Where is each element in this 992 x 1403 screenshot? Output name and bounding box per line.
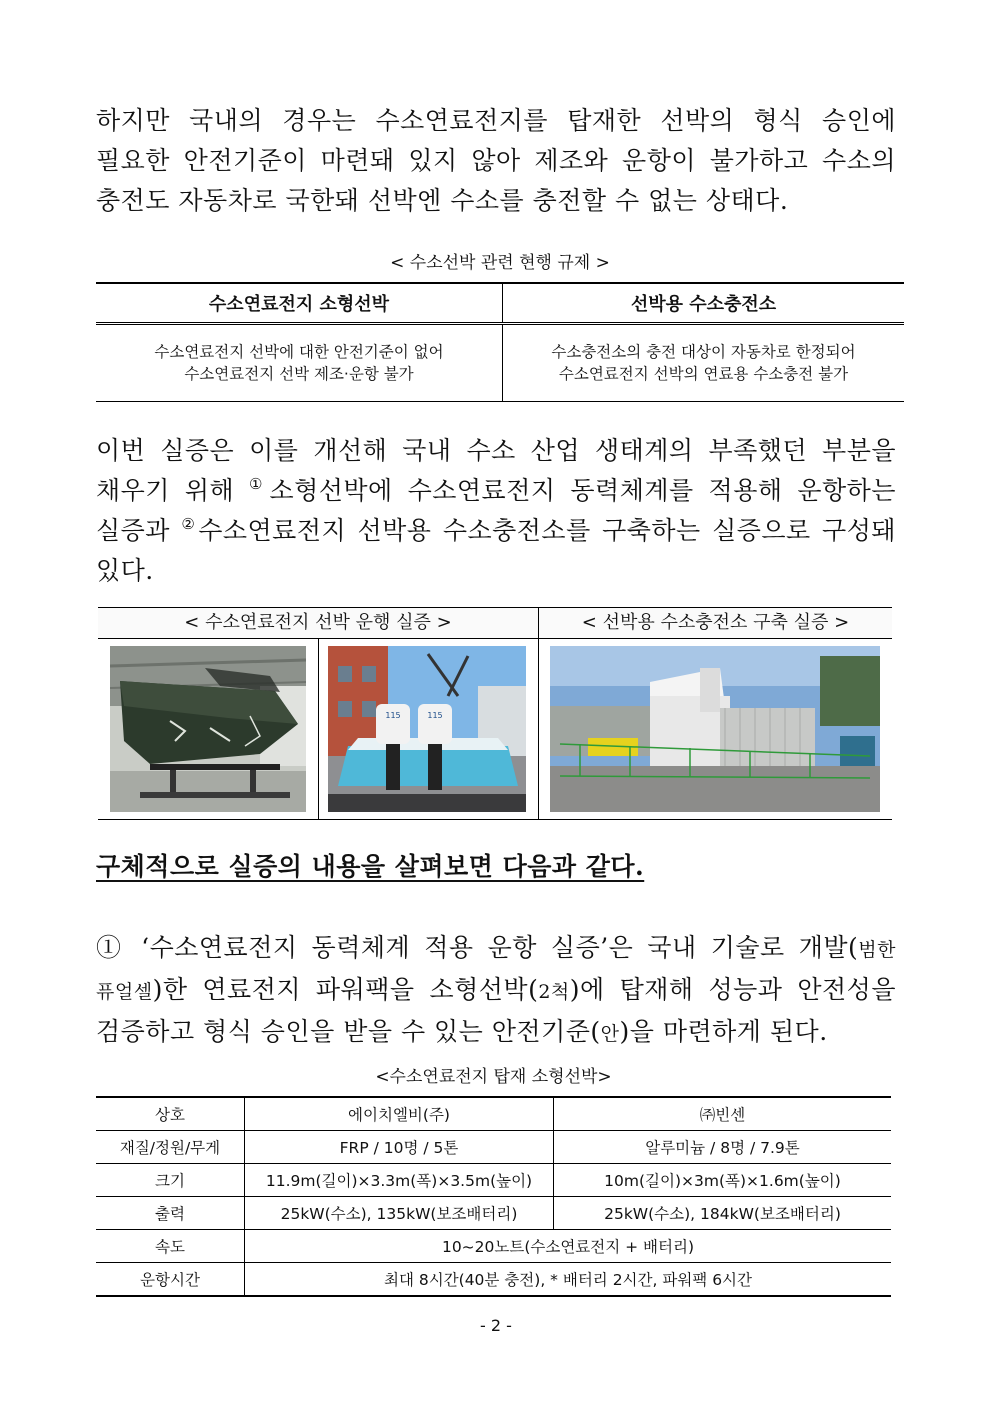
cell-hlb: 11.9m(길이)×3.3m(폭)×3.5m(높이) bbox=[245, 1164, 554, 1197]
table-row bbox=[96, 1097, 891, 1131]
motor-label: 115 bbox=[385, 711, 401, 720]
row-label: 출력 bbox=[96, 1197, 245, 1230]
paragraph-line: 하지만 국내의 경우는 수소연료전지를 탑재한 선박의 형식 승인에 bbox=[96, 106, 896, 135]
regulation-text: 수소연료전지 선박 제조·운항 불가 bbox=[184, 365, 414, 383]
table-row bbox=[96, 1230, 891, 1263]
text-run: )한 연료전지 파워팩을 소형선박( bbox=[152, 975, 539, 1004]
text-run: ① ‘수소연료전지 동력체계 적용 운항 실증’은 국내 기술로 개발( bbox=[96, 933, 859, 962]
page-number: - 2 - bbox=[480, 1316, 512, 1335]
text-run: 채우기 위해 bbox=[96, 476, 250, 505]
text-run-small: 2척 bbox=[538, 981, 570, 1003]
regulation-text: 수소충전소의 충전 대상이 자동차로 한정되어 bbox=[551, 343, 856, 361]
row-label: 속도 bbox=[96, 1230, 245, 1263]
paragraph-line: 있다. bbox=[96, 556, 154, 585]
demonstration-paragraph bbox=[96, 431, 896, 591]
table-row bbox=[96, 1263, 891, 1297]
circled-number-1: ① bbox=[249, 475, 270, 493]
row-label: 상호 bbox=[96, 1097, 245, 1131]
photo-caption-ship: < 수소연료전지 선박 운행 실증 > bbox=[98, 608, 538, 639]
cell-hlb: FRP / 10명 / 5톤 bbox=[245, 1131, 554, 1164]
text-run-small: 안 bbox=[600, 1023, 620, 1045]
row-label: 크기 bbox=[96, 1164, 245, 1197]
detail-paragraph bbox=[96, 928, 896, 1054]
regulation-header-ship: 수소연료전지 소형선박 bbox=[96, 283, 503, 324]
spec-table bbox=[96, 1096, 891, 1297]
regulation-table-caption: < 수소선박 관련 현행 규제 > bbox=[390, 253, 610, 273]
regulation-table bbox=[96, 282, 904, 402]
paragraph-line bbox=[96, 928, 896, 970]
paragraph-line bbox=[96, 471, 896, 511]
cell-hlb: 에이치엘비(주) bbox=[245, 1097, 554, 1131]
regulation-cell-ship bbox=[96, 324, 503, 402]
cell-vinssen: ㈜빈센 bbox=[554, 1097, 892, 1131]
outboard-motors-photo bbox=[328, 646, 526, 812]
text-run: 실증과 bbox=[96, 516, 182, 545]
boat-hull-photo bbox=[110, 646, 306, 812]
paragraph-line: 이번 실증은 이를 개선해 국내 수소 산업 생태계의 부족했던 부분을 bbox=[96, 436, 896, 465]
paragraph-line bbox=[96, 1012, 896, 1054]
circled-number-2: ② bbox=[181, 515, 199, 533]
regulation-header-station: 선박용 수소충전소 bbox=[503, 283, 905, 324]
section-heading: 구체적으로 실증의 내용을 살펴보면 다음과 같다. bbox=[96, 852, 645, 881]
row-label: 재질/정원/무게 bbox=[96, 1131, 245, 1164]
spec-table-caption: <수소연료전지 탑재 소형선박> bbox=[375, 1067, 612, 1087]
row-label: 운항시간 bbox=[96, 1263, 245, 1297]
regulation-text: 수소연료전지 선박의 연료용 수소충전 불가 bbox=[558, 365, 849, 383]
cell-vinssen: 알루미늄 / 8명 / 7.9톤 bbox=[554, 1131, 892, 1164]
paragraph-line: 필요한 안전기준이 마련돼 있지 않아 제조와 운항이 불가하고 수소의 bbox=[96, 146, 896, 175]
table-row bbox=[96, 1164, 891, 1197]
text-run: )에 탑재해 성능과 안전성을 bbox=[569, 975, 896, 1004]
cell-speed: 10~20노트(수소연료전지 + 배터리) bbox=[245, 1230, 892, 1263]
paragraph-line bbox=[96, 511, 896, 551]
cell-vinssen: 25kW(수소), 184kW(보조배터리) bbox=[554, 1197, 892, 1230]
divider bbox=[538, 608, 539, 819]
table-row bbox=[96, 1131, 891, 1164]
text-run: 수소연료전지 선박용 수소충전소를 구축하는 실증으로 구성돼 bbox=[198, 516, 896, 545]
text-run: 검증하고 형식 승인을 받을 수 있는 안전기준( bbox=[96, 1017, 601, 1046]
text-run: 소형선박에 수소연료전지 동력체계를 적용해 운항하는 bbox=[269, 476, 896, 505]
cell-operating-time: 최대 8시간(40분 충전), * 배터리 2시간, 파워팩 6시간 bbox=[245, 1263, 892, 1297]
paragraph-line: 충전도 자동차로 국한돼 선박엔 수소를 충전할 수 없는 상태다. bbox=[96, 186, 789, 215]
photo-caption-station: < 선박용 수소충전소 구축 실증 > bbox=[539, 608, 892, 639]
cell-vinssen: 10m(길이)×3m(폭)×1.6m(높이) bbox=[554, 1164, 892, 1197]
table-row bbox=[96, 1197, 891, 1230]
hydrogen-station-photo bbox=[550, 646, 880, 812]
regulation-text: 수소연료전지 선박에 대한 안전기준이 없어 bbox=[154, 343, 444, 361]
divider bbox=[318, 639, 319, 819]
motor-label: 115 bbox=[427, 711, 443, 720]
photo-panel bbox=[98, 607, 892, 820]
text-run: )을 마련하게 된다. bbox=[619, 1017, 828, 1046]
regulation-cell-station bbox=[503, 324, 905, 402]
text-run-small: 범한 bbox=[858, 939, 896, 961]
cell-hlb: 25kW(수소), 135kW(보조배터리) bbox=[245, 1197, 554, 1230]
intro-paragraph bbox=[96, 101, 896, 221]
paragraph-line bbox=[96, 970, 896, 1012]
text-run-small: 퓨얼셀 bbox=[96, 981, 153, 1003]
